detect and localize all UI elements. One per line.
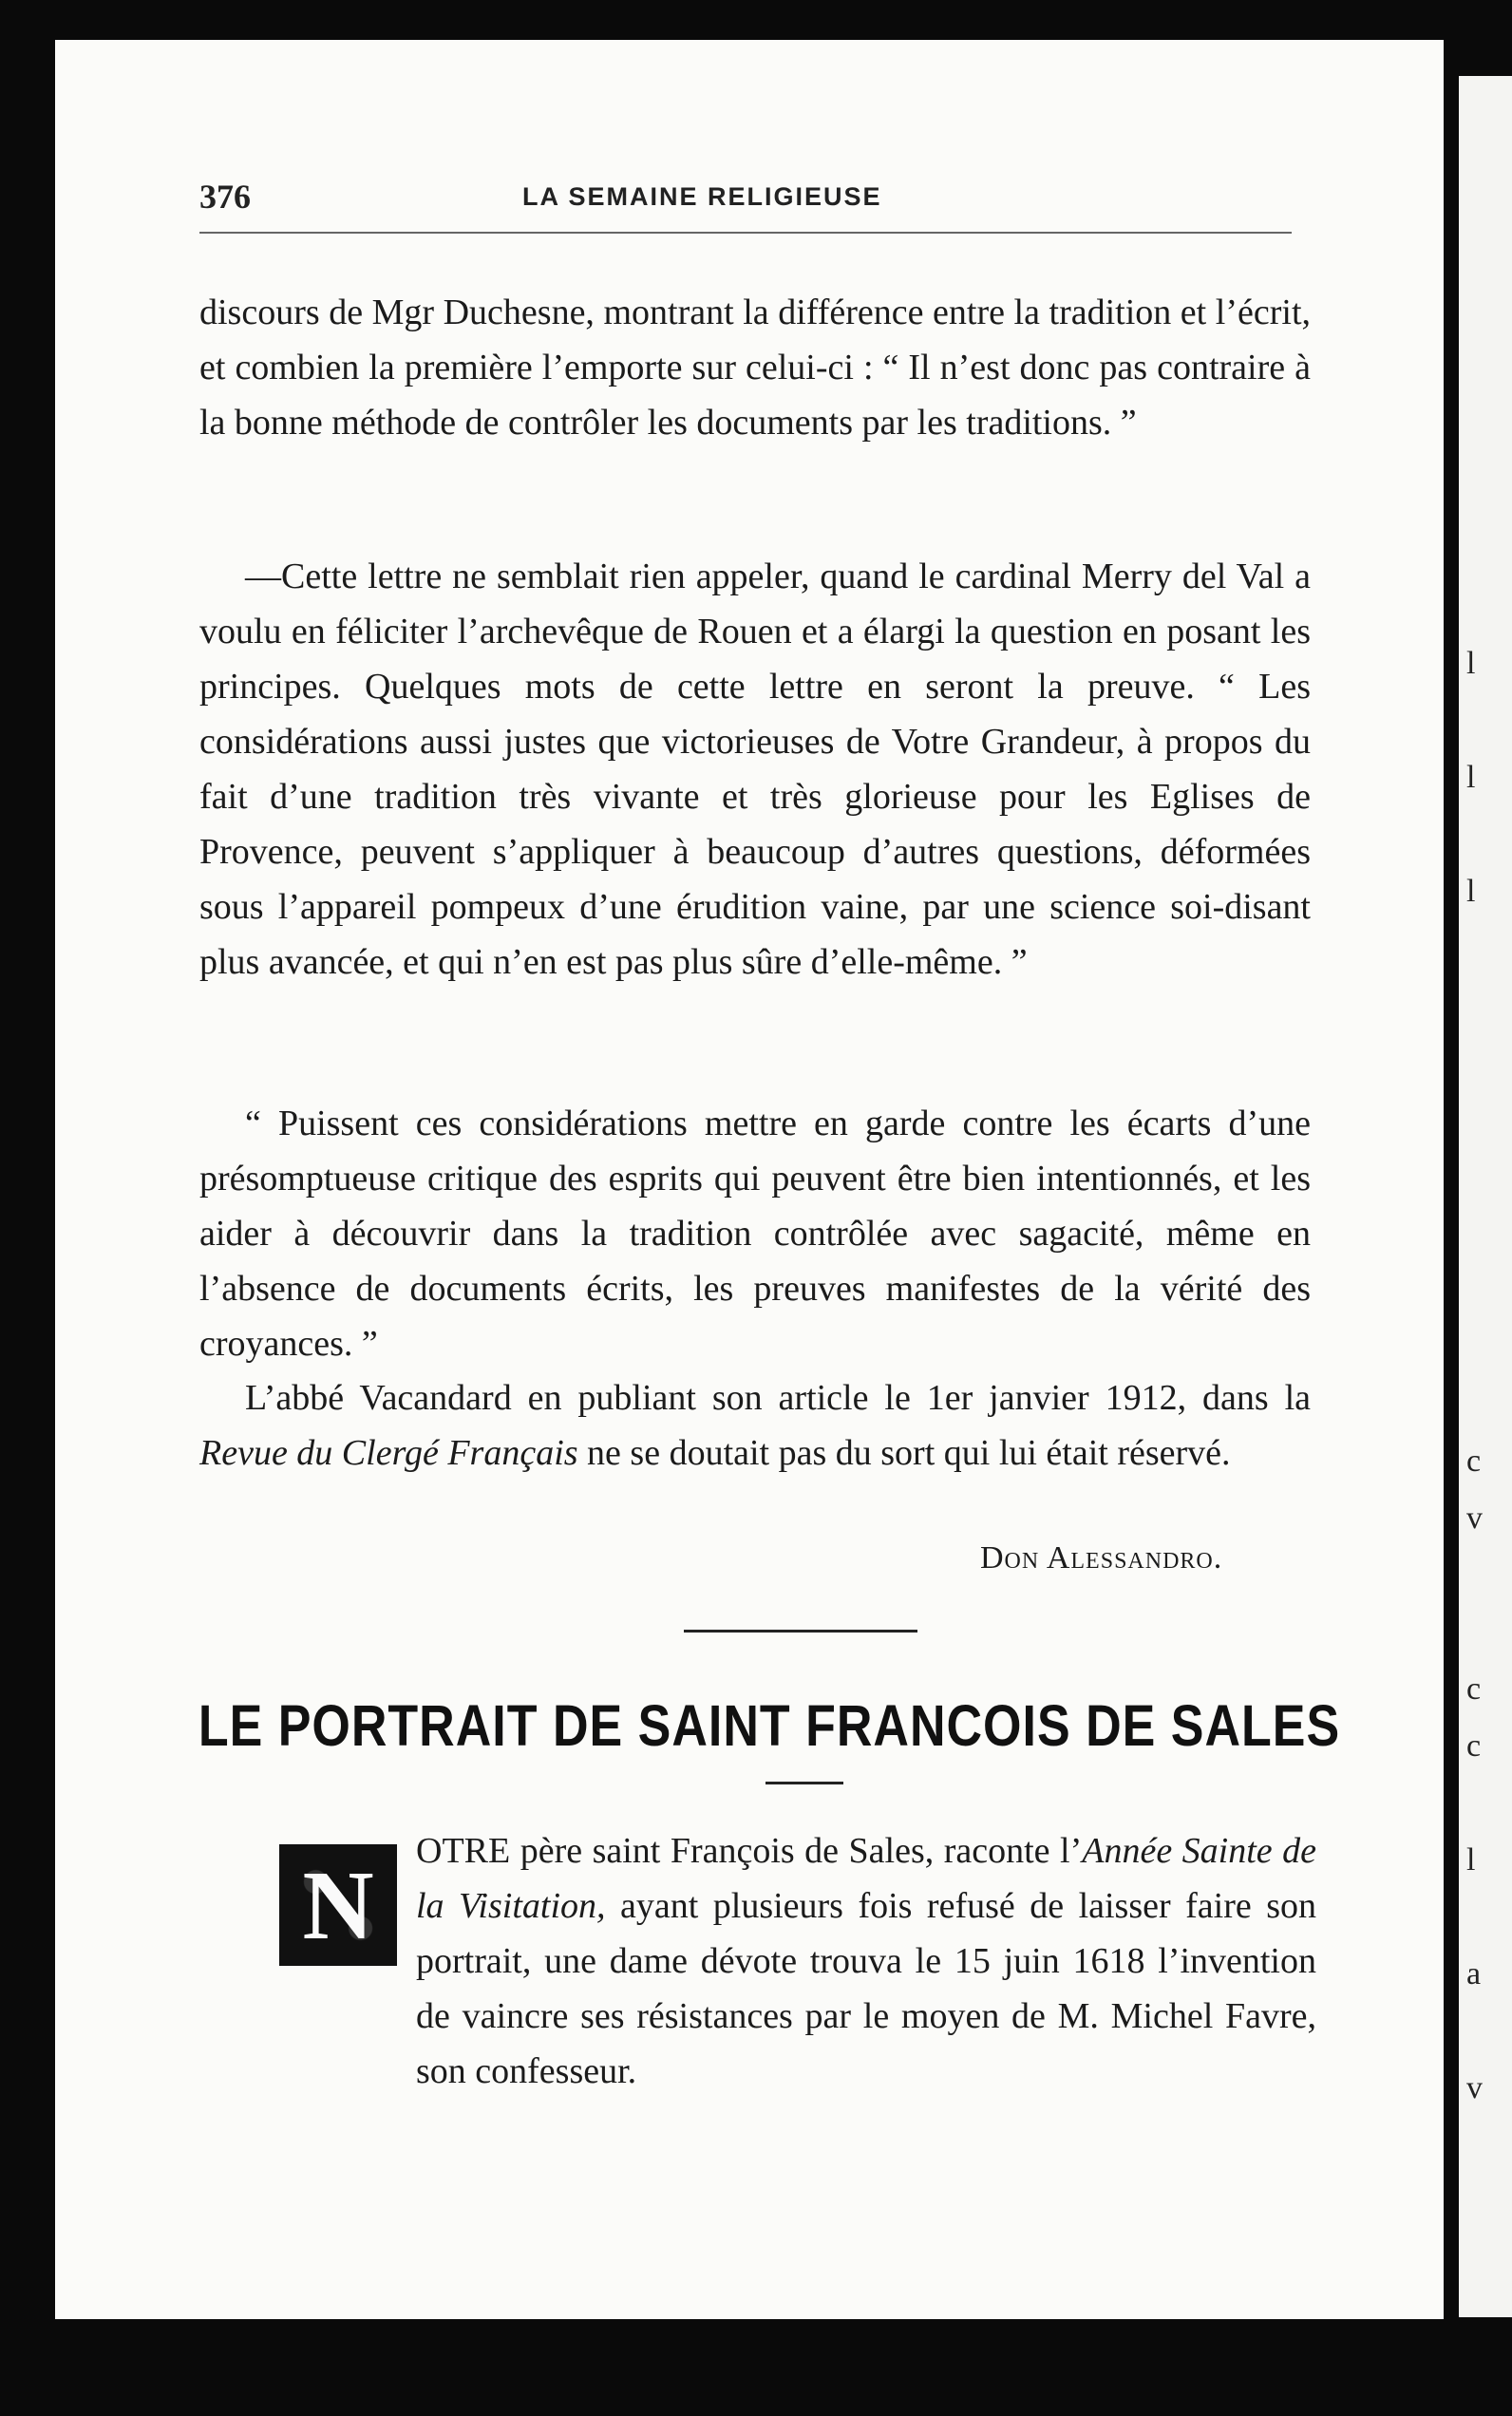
paragraph-text: discours de Mgr Duchesne, montrant la différence entre la tradition et l’écrit, et combien la première l’emporte sur celui-ci : “ Il n’est donc pas contraire à la bonne méthode de contrôler les documents par les traditions. ”	[199, 293, 1311, 443]
header-rule	[199, 232, 1292, 234]
final-paragraph	[281, 1823, 1316, 2099]
facing-page-edge	[1459, 76, 1512, 2317]
paragraph-text: —Cette lettre ne semblait rien appeler, quand le cardinal Merry del Val a voulu en féliciter l’archevêque de Rouen et a élargi la question en posant les principes. Quelques mots de cette lettre en seront la preuve. “ Les considérations aussi justes que victorieuses de Votre Grandeur, à propos du fait d’une tradition très vivante et très glorieuse pour les Eglises de Provence, peuvent s’appliquer à beaucoup d’autres questions, déformées sous l’appareil pompeux d’une érudition vaine, par une science soi-disant plus avancée, et qui n’en est pas plus sûre d’elle-même. ”	[199, 557, 1311, 982]
running-header	[199, 177, 1292, 215]
paragraph-4	[199, 1370, 1311, 1481]
journal-title: Revue du Clergé Français	[199, 1433, 578, 1473]
running-title: LA SEMAINE RELIGIEUSE	[522, 182, 882, 211]
paragraph-3	[199, 1096, 1311, 1371]
title-underline	[765, 1782, 843, 1784]
facing-page-letter: c	[1466, 1728, 1482, 1764]
facing-page-letter: a	[1466, 1956, 1482, 1991]
facing-page-letter: l	[1466, 874, 1476, 909]
text-run: OTRE père saint François de Sales, raconte l’	[416, 1831, 1083, 1871]
facing-page-letter: l	[1466, 760, 1476, 795]
paragraph-text	[281, 1823, 1316, 2099]
facing-page-letter: c	[1466, 1444, 1482, 1479]
page-number: 376	[199, 178, 251, 216]
text-run: L’abbé Vacandard en publiant son article le 1er janvier 1912, dans la	[245, 1378, 1311, 1418]
paragraph-text	[199, 1370, 1311, 1481]
facing-page-letter: v	[1466, 1501, 1483, 1536]
facing-page-letter: l	[1466, 646, 1476, 681]
facing-page-letter: c	[1466, 1671, 1482, 1707]
paragraph-text: “ Puissent ces considérations mettre en garde contre les écarts d’une présomptueuse critique des esprits qui peuvent être bien intentionnés, et les aider à découvrir dans la tradition contrôlée avec sagacité, même en l’absence de documents écrits, les preuves manifestes de la vérité des croyances. ”	[199, 1104, 1311, 1364]
book-title: Année Sainte de la Visitation,	[416, 1831, 1316, 1926]
text-run: ayant plusieurs fois refusé de laisser faire son portrait, une dame dévote trouva le 15 juin 1618 l’invention de vaincre ses résistances par le moyen de M. Michel Favre, son confesseur.	[416, 1886, 1316, 2091]
section-title: LE PORTRAIT DE SAINT FRANCOIS DE SALES	[198, 1693, 1341, 1760]
section-divider	[684, 1630, 917, 1633]
paragraph-2	[199, 549, 1311, 990]
author-signature: Don Alessandro.	[980, 1540, 1223, 1576]
ornamental-dropcap: N	[279, 1844, 397, 1966]
facing-page-letter: v	[1466, 2070, 1483, 2105]
text-run: ne se doutait pas du sort qui lui était réservé.	[577, 1433, 1231, 1473]
facing-page-letter: l	[1466, 1842, 1476, 1878]
paragraph-1	[199, 285, 1311, 450]
